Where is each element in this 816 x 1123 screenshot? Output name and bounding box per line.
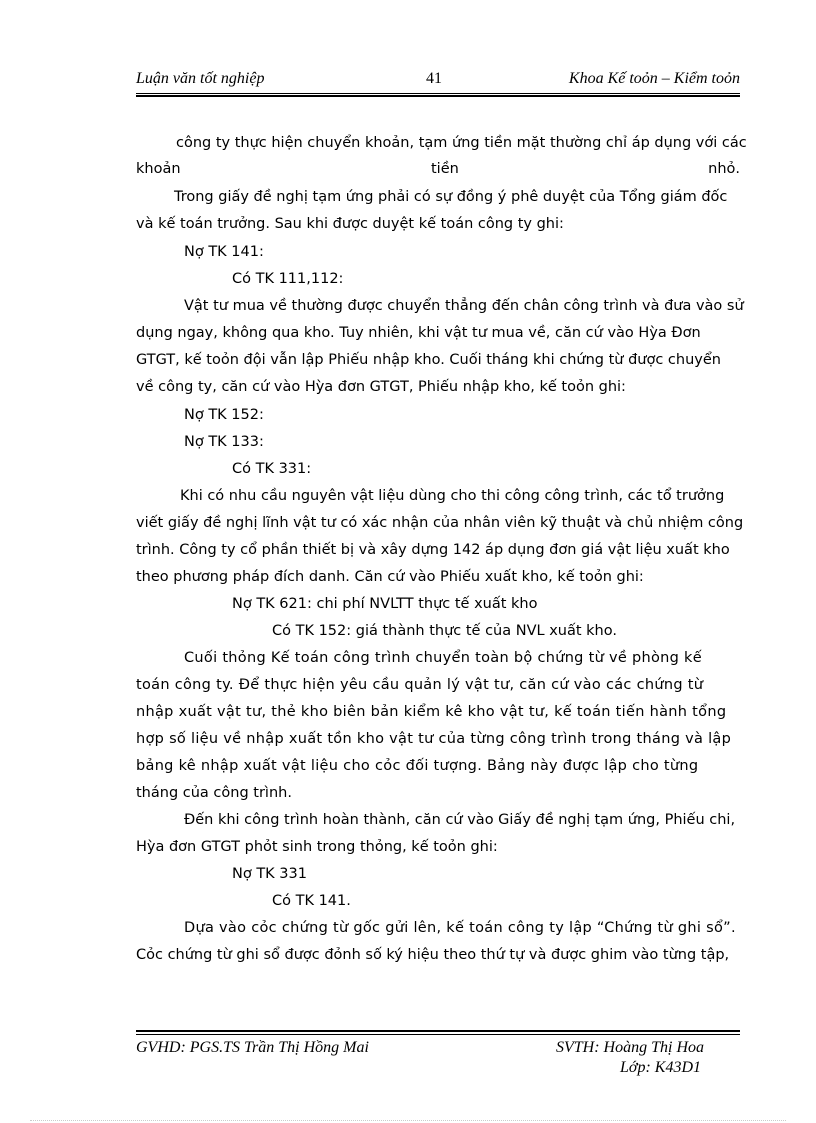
paragraph-line: Dựa vào cỏc chứng từ gốc gửi lên, kế toán công ty lập “Chứng từ ghi sổ”. xyxy=(184,920,736,936)
paragraph-line: dụng ngay, không qua kho. Tuy nhiên, khi vật tư mua về, căn cứ vào Hỳa Đơn xyxy=(136,325,701,341)
paragraph-line: Cỏc chứng từ ghi sổ được đỏnh số ký hiệu theo thứ tự và được ghim vào từng tập, xyxy=(136,947,730,963)
paragraph-line: Khi có nhu cầu nguyên vật liệu dùng cho thi công công trình, các tổ trưởng xyxy=(180,488,725,504)
journal-entry-credit: Có TK 141. xyxy=(272,893,351,909)
paragraph-line: Hỳa đơn GTGT phỏt sinh trong thỏng, kế toỏn ghi: xyxy=(136,839,498,855)
paragraph-line: về công ty, căn cứ vào Hỳa đơn GTGT, Phiếu nhập kho, kế toỏn ghi: xyxy=(136,379,626,395)
paragraph-line: trình. Công ty cổ phần thiết bị và xây dựng 142 áp dụng đơn giá vật liệu xuất kho xyxy=(136,542,730,558)
paragraph-line: toán công ty. Để thực hiện yêu cầu quản lý vật tư, căn cứ vào các chứng từ xyxy=(136,677,704,693)
paragraph-line: Trong giấy đề nghị tạm ứng phải có sự đồng ý phê duyệt của Tổng giám đốc xyxy=(174,189,728,205)
journal-entry-credit: Có TK 331: xyxy=(232,461,312,477)
journal-entry-debit: Nợ TK 141: xyxy=(184,244,264,260)
line-word: khoản xyxy=(136,161,181,177)
paragraph-line: công ty thực hiện chuyển khoản, tạm ứng tiền mặt thường chỉ áp dụng với các xyxy=(176,135,747,151)
header-rule-thick xyxy=(136,95,740,97)
paragraph-line: Cuối thỏng Kế toán công trình chuyển toàn bộ chứng từ về phòng kế xyxy=(184,650,702,666)
line-word: tiền xyxy=(431,161,459,177)
paragraph-line: Đến khi công trình hoàn thành, căn cứ vào Giấy đề nghị tạm ứng, Phiếu chi, xyxy=(184,812,736,828)
header-rule-thin xyxy=(136,93,740,94)
page-header xyxy=(136,68,740,92)
journal-entry-debit: Nợ TK 331 xyxy=(232,866,307,882)
paragraph-line: tháng của công trình. xyxy=(136,785,292,801)
paragraph-line: GTGT, kế toỏn đội vẫn lập Phiếu nhập kho. Cuối tháng khi chứng từ được chuyển xyxy=(136,352,721,368)
journal-entry-debit: Nợ TK 133: xyxy=(184,434,264,450)
supervisor-name: GVHD: PGS.TS Trần Thị Hồng Mai xyxy=(136,1039,369,1056)
paragraph-line: Vật tư mua về thường được chuyển thẳng đến chân công trình và đưa vào sử xyxy=(184,298,744,314)
paragraph-line: theo phương pháp đích danh. Căn cứ vào Phiếu xuất kho, kế toỏn ghi: xyxy=(136,569,644,585)
line-word: nhỏ. xyxy=(708,161,740,177)
class-code: Lớp: K43D1 xyxy=(620,1059,701,1076)
page-number: 41 xyxy=(426,70,442,87)
paragraph-line: và kế toán trưởng. Sau khi được duyệt kế toán công ty ghi: xyxy=(136,216,564,232)
footer-rule-thin xyxy=(136,1034,740,1035)
page-edge-dotted-line xyxy=(30,1120,786,1121)
journal-entry-credit: Có TK 111,112: xyxy=(232,271,344,287)
thesis-title: Luận văn tốt nghiệp xyxy=(136,70,265,87)
department-name: Khoa Kế toỏn – Kiểm toỏn xyxy=(568,70,740,87)
footer-rule-thick xyxy=(136,1030,740,1032)
student-name: SVTH: Hoàng Thị Hoa xyxy=(556,1039,705,1056)
paragraph-line: hợp số liệu về nhập xuất tồn kho vật tư của từng công trình trong tháng và lập xyxy=(136,731,732,747)
journal-entry-debit: Nợ TK 152: xyxy=(184,407,264,423)
paragraph-line: bảng kê nhập xuất vật liệu cho cỏc đối tượng. Bảng này được lập cho từng xyxy=(136,758,699,774)
journal-entry-credit: Có TK 152: giá thành thực tế của NVL xuất kho. xyxy=(272,623,617,639)
paragraph-line: nhập xuất vật tư, thẻ kho biên bản kiểm kê kho vật tư, kế toán tiến hành tổng xyxy=(136,704,727,720)
journal-entry-debit: Nợ TK 621: chi phí NVLTT thực tế xuất kho xyxy=(232,596,538,612)
paragraph-line: viết giấy đề nghị lĩnh vật tư có xác nhận của nhân viên kỹ thuật và chủ nhiệm công xyxy=(136,515,744,531)
